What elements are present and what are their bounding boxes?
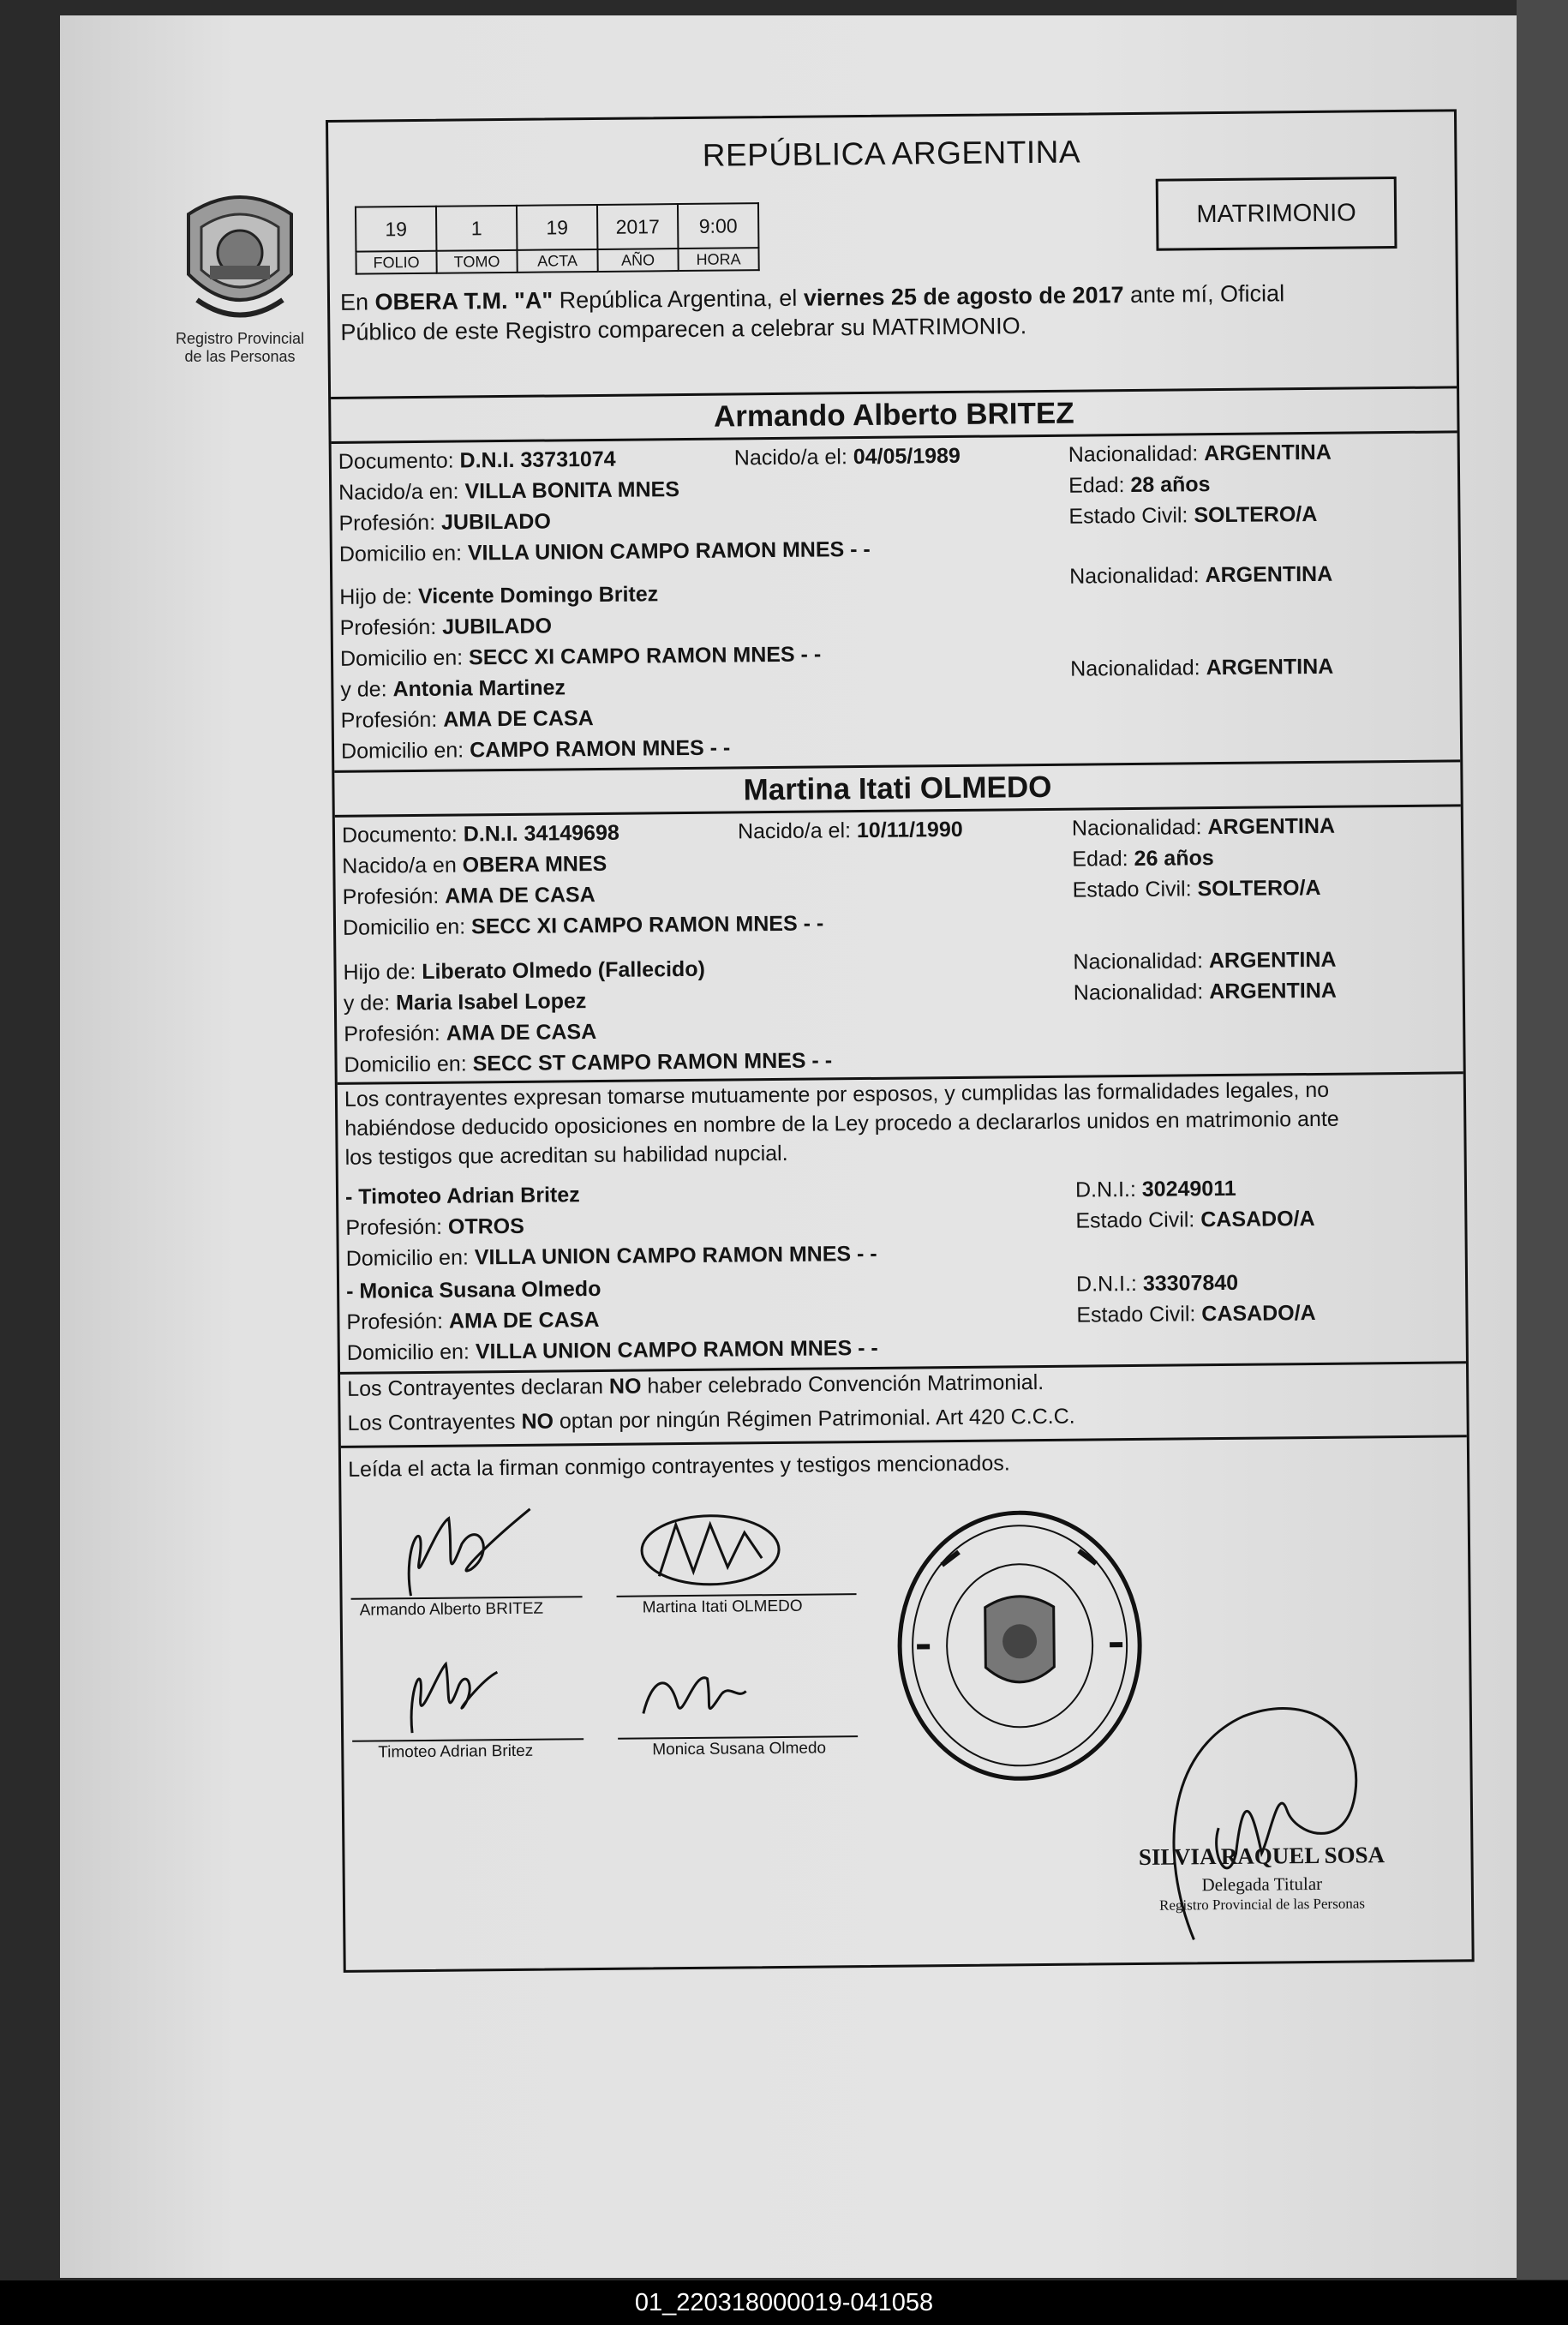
witness-2-profession: Profesión: AMA DE CASA	[346, 1307, 600, 1334]
folio-label: FOLIO	[356, 251, 436, 274]
groom-nationality: Nacionalidad: ARGENTINA	[1068, 440, 1332, 467]
certificate-type: MATRIMONIO	[1156, 177, 1397, 251]
bride-signature-caption: Martina Itati OLMEDO	[642, 1597, 803, 1617]
ano-value: 2017	[597, 204, 678, 249]
acta-label: ACTA	[517, 249, 597, 273]
groom-father-profession: Profesión: JUBILADO	[339, 614, 553, 640]
groom-birthdate: Nacido/a el: 04/05/1989	[733, 443, 961, 470]
hora-value: 9:00	[678, 203, 758, 249]
groom-signature-caption: Armando Alberto BRITEZ	[359, 1599, 544, 1620]
witness-2-civil-status: Estado Civil: CASADO/A	[1076, 1300, 1316, 1327]
convention-line-1: Los Contrayentes declaran NO haber celebrado Convención Matrimonial.	[347, 1370, 1044, 1401]
bride-father-nationality: Nacionalidad: ARGENTINA	[1073, 947, 1337, 974]
official-name: SILVIA RAQUEL SOSA	[1138, 1842, 1385, 1870]
divider	[341, 1435, 1467, 1448]
bride-document: Documento: D.N.I. 34149698	[341, 820, 619, 848]
bride-nationality: Nacionalidad: ARGENTINA	[1071, 813, 1336, 841]
bride-civil-status: Estado Civil: SOLTERO/A	[1072, 875, 1321, 902]
closing-text: Leída el acta la firman conmigo contrayentes y testigos mencionados.	[347, 1451, 1010, 1482]
groom-name: Armando Alberto BRITEZ	[713, 396, 1074, 434]
bride-birthdate: Nacido/a el: 10/11/1990	[737, 817, 963, 844]
acta-value: 19	[517, 205, 597, 250]
logo-caption-2: de las Personas	[184, 348, 296, 365]
hora-label: HORA	[678, 248, 758, 271]
official-title: Delegada Titular	[1201, 1873, 1323, 1896]
groom-father-address: Domicilio en: SECC XI CAMPO RAMON MNES - -	[339, 642, 822, 671]
bride-mother-nationality: Nacionalidad: ARGENTINA	[1073, 978, 1337, 1005]
tomo-label: TOMO	[436, 250, 517, 273]
groom-profession: Profesión: JUBILADO	[338, 509, 551, 536]
bride-mother-profession: Profesión: AMA DE CASA	[344, 1020, 597, 1046]
witness-1-address: Domicilio en: VILLA UNION CAMPO RAMON MNES - -	[345, 1241, 877, 1271]
witness-1-signature-icon	[377, 1638, 515, 1742]
groom-age: Edad: 28 años	[1068, 472, 1211, 498]
bride-mother: y de: Maria Isabel Lopez	[343, 989, 587, 1016]
groom-civil-status: Estado Civil: SOLTERO/A	[1068, 501, 1318, 529]
certificate-frame	[326, 109, 1475, 1973]
bride-birthplace: Nacido/a en OBERA MNES	[342, 851, 607, 878]
bride-father: Hijo de: Liberato Olmedo (Fallecido)	[343, 956, 705, 985]
groom-document: Documento: D.N.I. 33731074	[338, 446, 616, 474]
republic-title: REPÚBLICA ARGENTINA	[702, 134, 1081, 173]
intro-line-2: Público de este Registro comparecen a celebrar su MATRIMONIO.	[340, 313, 1027, 345]
registry-logo	[154, 180, 326, 366]
declaration-line-2: habiéndose deducido oposiciones en nombre de la Ley procedo a declararlos unidos en matrimonio ante	[344, 1106, 1339, 1141]
witness-1-dni: D.N.I.: 30249011	[1074, 1176, 1236, 1202]
registry-table	[355, 202, 760, 275]
official-organization: Registro Provincial de las Personas	[1159, 1895, 1366, 1914]
witness-2-signature-icon	[625, 1652, 763, 1740]
witness-2-name: - Monica Susana Olmedo	[345, 1276, 601, 1303]
folio-value: 19	[356, 207, 436, 252]
witness-1-profession: Profesión: OTROS	[345, 1213, 524, 1240]
witness-2-dni: D.N.I.: 33307840	[1075, 1270, 1239, 1297]
groom-birthplace: Nacido/a en: VILLA BONITA MNES	[338, 477, 680, 505]
witness-1-signature-caption: Timoteo Adrian Britez	[378, 1741, 534, 1762]
groom-mother: y de: Antonia Martinez	[340, 675, 566, 702]
logo-caption-1: Registro Provincial	[175, 330, 305, 347]
groom-father: Hijo de: Vicente Domingo Britez	[339, 582, 659, 609]
groom-father-nationality: Nacionalidad: ARGENTINA	[1069, 561, 1333, 589]
scan-footer: 01_220318000019-041058	[0, 2280, 1568, 2325]
bride-mother-address: Domicilio en: SECC ST CAMPO RAMON MNES - -	[344, 1048, 833, 1077]
official-stamp-icon	[890, 1503, 1150, 1789]
bride-address: Domicilio en: SECC XI CAMPO RAMON MNES - -	[342, 911, 824, 940]
bride-name: Martina Itati OLMEDO	[743, 770, 1052, 807]
witness-2-address: Domicilio en: VILLA UNION CAMPO RAMON MNES - -	[346, 1335, 878, 1365]
bride-signature-icon	[624, 1498, 796, 1603]
tomo-value: 1	[436, 206, 517, 251]
bride-age: Edad: 26 años	[1072, 846, 1214, 872]
ano-label: AÑO	[597, 249, 678, 272]
groom-mother-profession: Profesión: AMA DE CASA	[340, 706, 594, 733]
bride-profession: Profesión: AMA DE CASA	[342, 883, 595, 909]
groom-mother-nationality: Nacionalidad: ARGENTINA	[1070, 654, 1334, 681]
book-edge	[1517, 0, 1568, 2280]
declaration-line-3: los testigos que acreditan su habilidad nupcial.	[344, 1141, 788, 1170]
witness-2-signature-caption: Monica Susana Olmedo	[652, 1739, 827, 1759]
groom-mother-address: Domicilio en: CAMPO RAMON MNES - -	[340, 735, 731, 764]
convention-line-2: Los Contrayentes NO optan por ningún Régimen Patrimonial. Art 420 C.C.C.	[347, 1404, 1075, 1435]
intro-line-1: En OBERA T.M. "A" República Argentina, el viernes 25 de agosto de 2017 ante mí, Oficial	[339, 280, 1285, 315]
declaration-line-1: Los contrayentes expresan tomarse mutuamente por esposos, y cumplidas las formalidades legales, no	[344, 1077, 1330, 1112]
witness-1-civil-status: Estado Civil: CASADO/A	[1075, 1206, 1315, 1233]
groom-address: Domicilio en: VILLA UNION CAMPO RAMON MNES - -	[338, 536, 871, 566]
witness-1-name: - Timoteo Adrian Britez	[344, 1183, 580, 1209]
groom-signature-icon	[367, 1491, 556, 1604]
misiones-seal-icon	[171, 180, 308, 326]
